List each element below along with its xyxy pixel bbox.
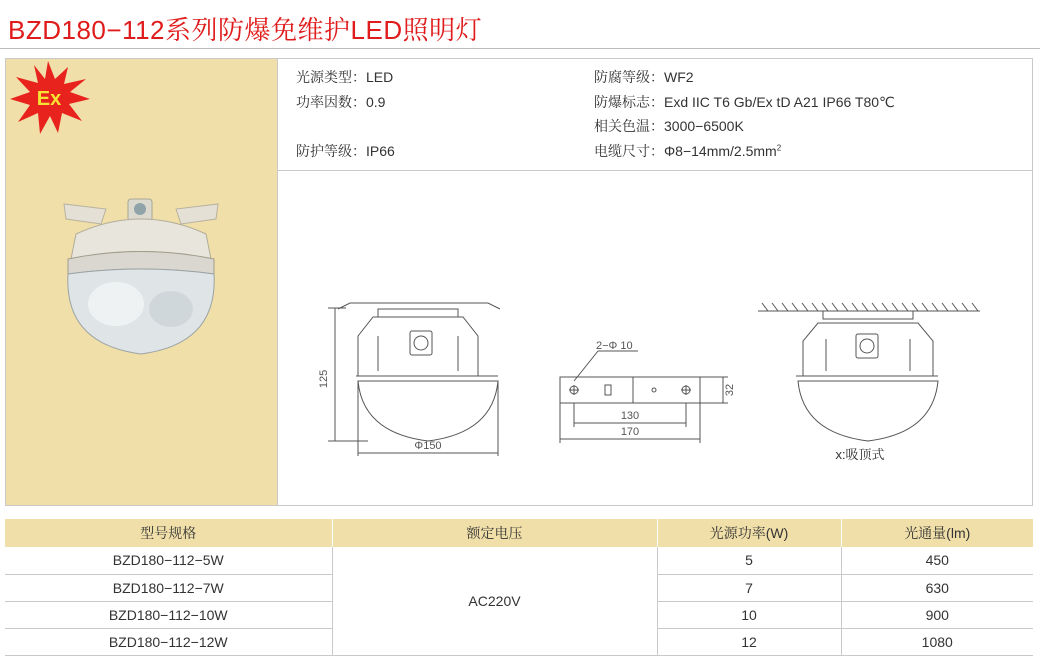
cell-flux: 900 xyxy=(841,601,1033,628)
cell-flux: 1080 xyxy=(841,628,1033,655)
cell-power: 7 xyxy=(657,574,841,601)
cell-model: BZD180−112−10W xyxy=(5,601,332,628)
cell-flux: 450 xyxy=(841,547,1033,574)
technical-drawings xyxy=(278,171,1032,505)
page-title: BZD180−112系列防爆免维护LED照明灯 xyxy=(8,15,483,45)
cell-model: BZD180−112−5W xyxy=(5,547,332,574)
bracket-length-label: 170 xyxy=(620,426,640,438)
ex-text: Ex xyxy=(36,88,62,110)
cell-model: BZD180−112−7W xyxy=(5,574,332,601)
spec-light-source: 光源类型：LED xyxy=(296,69,394,85)
bracket-height-label: 32 xyxy=(724,383,736,397)
spec-color-temp: 相关色温：3000−6500K xyxy=(594,118,744,134)
front-height-label: 125 xyxy=(318,369,330,389)
bracket-holes-label: 2−Φ 10 xyxy=(596,340,633,352)
spec-cable-size: 电缆尺寸：$\Phi 8-14mm/2.5mm^2$ xyxy=(594,143,782,159)
header-model: 型号规格 xyxy=(5,519,332,547)
cell-power: 12 xyxy=(657,628,841,655)
cell-power: 10 xyxy=(657,601,841,628)
header-flux: 光通量(lm) xyxy=(841,519,1033,547)
model-spec-table xyxy=(5,519,1033,656)
spec-explosion-mark: 防爆标志：Exd IIC T6 Gb/Ex tD A21 IP66 T80℃ xyxy=(594,94,895,110)
header-power: 光源功率(W) xyxy=(657,519,841,547)
product-photo xyxy=(6,59,278,505)
ex-badge xyxy=(10,61,90,134)
drawing-canvas xyxy=(278,171,1032,505)
product-panel xyxy=(5,58,1033,506)
ceiling-caption: x:吸顶式 xyxy=(835,447,885,462)
ceiling-view xyxy=(758,303,980,441)
spec-anticorrosion: 防腐等级：WF2 xyxy=(594,69,694,85)
cell-model: BZD180−112−12W xyxy=(5,628,332,655)
header-voltage: 额定电压 xyxy=(332,519,657,547)
cell-flux: 630 xyxy=(841,574,1033,601)
cell-power: 5 xyxy=(657,547,841,574)
spec-ingress: 防护等级：IP66 xyxy=(296,143,395,159)
title-divider xyxy=(0,48,1040,49)
bracket-view xyxy=(560,351,728,443)
table-row xyxy=(5,547,1033,574)
front-view xyxy=(328,303,500,456)
table-header-row xyxy=(5,519,1033,547)
front-diameter-label: Φ150 xyxy=(414,440,442,452)
spec-list xyxy=(278,59,1032,171)
bracket-hole-span-label: 130 xyxy=(620,410,640,422)
spec-power-factor: 功率因数：0.9 xyxy=(296,94,386,110)
cell-voltage: AC220V xyxy=(332,547,657,655)
product-photo-column xyxy=(6,59,278,505)
lamp-illustration xyxy=(64,199,218,354)
